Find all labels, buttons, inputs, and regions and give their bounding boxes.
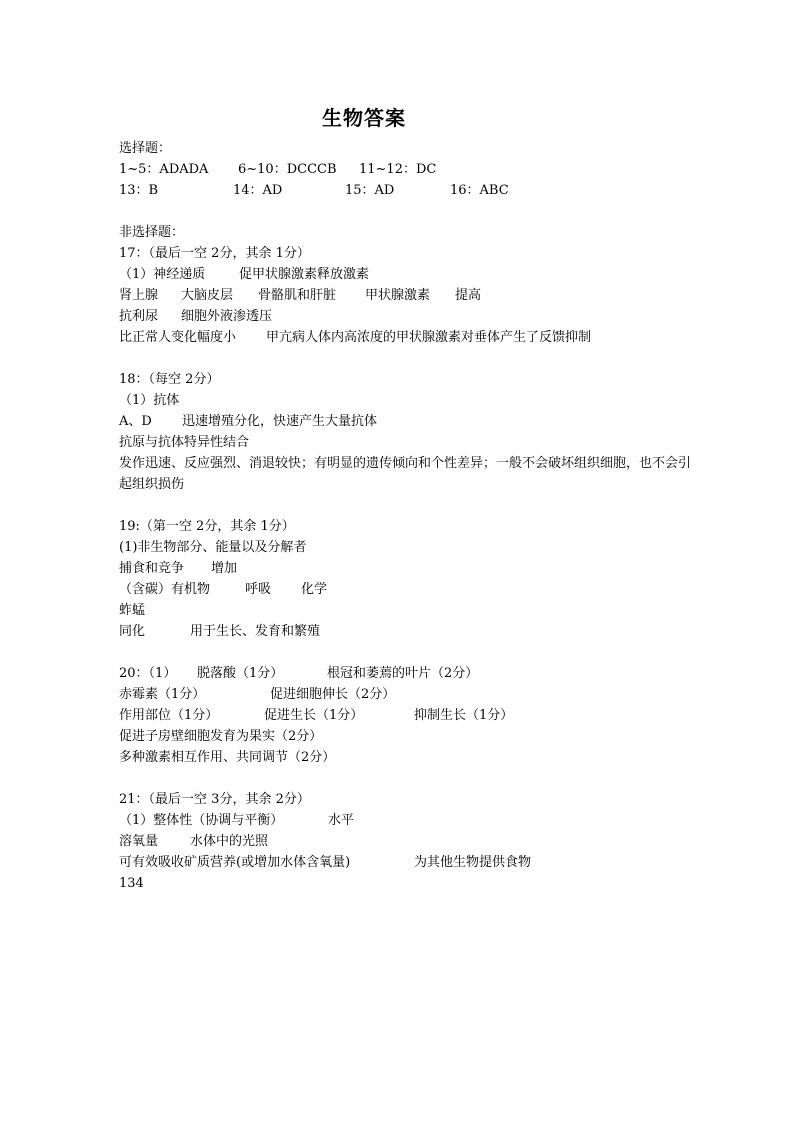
spacer [119,201,699,222]
answer-text: 水体中的光照 [190,834,269,849]
answer-body [119,138,699,894]
answer-text: 呼吸 [245,582,272,597]
answer-text: 细胞外液渗透压 [181,309,273,324]
page-title: 生物答案 [322,106,406,130]
choice-answer: 11~12：DC [359,162,437,177]
q17-line-3 [119,306,699,327]
spacer [119,348,699,369]
spacer [119,768,699,789]
answer-text: 促进细胞伸长（2分） [270,687,396,702]
nonchoice-heading: 非选择题： [119,225,185,240]
answer-text: 甲状腺激素 [365,288,431,303]
answer-text: 抗利尿 [119,309,159,324]
answer-text: 20：（1） [119,666,177,681]
answer-text: 溶氧量 [119,834,159,849]
q20-line-5: 多种激素相互作用、共同调节（2分） [119,750,336,765]
answer-text: A、D [119,414,152,429]
answer-text: 增加 [211,561,238,576]
choice-answer: 15：AD [345,183,395,198]
q20-line-4: 促进子房壁细胞发育为果实（2分） [119,729,323,744]
q19-line-2 [119,558,699,579]
spacer [119,642,699,663]
answer-text: 可有效吸收矿质营养(或增加水体含氧量) [119,855,351,870]
answer-text: 水平 [328,813,355,828]
q20-line-3 [119,705,699,726]
answer-text: 用于生长、发育和繁殖 [190,624,321,639]
answer-text: 脱落酸（1分） [197,666,284,681]
answer-text: 大脑皮层 [181,288,234,303]
answer-text: 抑制生长（1分） [414,708,514,723]
answer-text: 捕食和竞争 [119,561,185,576]
answer-text: 迅速增殖分化，快速产生大量抗体 [182,414,378,429]
q20-line-1 [119,663,699,684]
answer-text: 比正常人变化幅度小 [119,330,237,345]
answer-text: 促进生长（1分） [264,708,364,723]
q18-line-2 [119,411,699,432]
answer-text: 骨骼肌和肝脏 [258,288,337,303]
spacer [119,495,699,516]
choice-answer: 6~10：DCCCB [238,162,337,177]
q21-line-2 [119,831,699,852]
answer-text: 同化 [119,624,146,639]
q17-line-2 [119,285,699,306]
q17-line-1 [119,264,699,285]
answer-text: 赤霉素（1分） [119,687,206,702]
q19-line-1: (1)非生物部分、能量以及分解者 [119,540,307,555]
answer-text: （1）整体性（协调与平衡） [119,813,284,828]
q18-header: 18：（每空 2分） [119,372,220,387]
answer-text: 提高 [455,288,482,303]
q21-line-3 [119,852,699,873]
answer-text: 肾上腺 [119,288,159,303]
choice-answer: 16：ABC [450,183,509,198]
q18-line-3: 抗原与抗体特异性结合 [119,435,250,450]
answer-text: （含碳）有机物 [119,582,211,597]
choice-answer: 1~5：ADADA [119,162,209,177]
q20-line-2 [119,684,699,705]
q21-line-4: 134 [119,876,144,891]
q19-header: 19:（第一空 2分，其余 1分） [119,519,295,534]
answer-text: 化学 [301,582,328,597]
q19-line-3 [119,579,699,600]
q17-header: 17：（最后一空 2分，其余 1分） [119,246,310,261]
q17-line-4 [119,327,699,348]
q21-header: 21：（最后一空 3分，其余 2分） [119,792,310,807]
answer-text: 根冠和萎蔫的叶片（2分） [327,666,479,681]
answer-text: 为其他生物提供食物 [414,855,532,870]
choice-answer: 13：B [119,183,159,198]
answer-text: （1）神经递质 [119,267,206,282]
q18-line-4: 发作迅速、反应强烈、消退较快；有明显的遗传倾向和个性差异；一般不会破坏组织细胞，也不会引起组织损伤 [119,456,692,492]
q18-line-1: （1）抗体 [119,393,180,408]
choice-heading: 选择题： [119,141,172,156]
answer-text: 甲亢病人体内高浓度的甲状腺激素对垂体产生了反馈抑制 [266,330,592,345]
q21-line-1 [119,810,699,831]
answer-text: 作用部位（1分） [119,708,219,723]
choice-row-2 [119,180,699,201]
choice-answer: 14：AD [233,183,283,198]
q19-line-4: 蚱蜢 [119,603,146,618]
q19-line-5 [119,621,699,642]
answer-text: 促甲状腺激素释放激素 [239,267,370,282]
choice-row-1 [119,159,699,180]
